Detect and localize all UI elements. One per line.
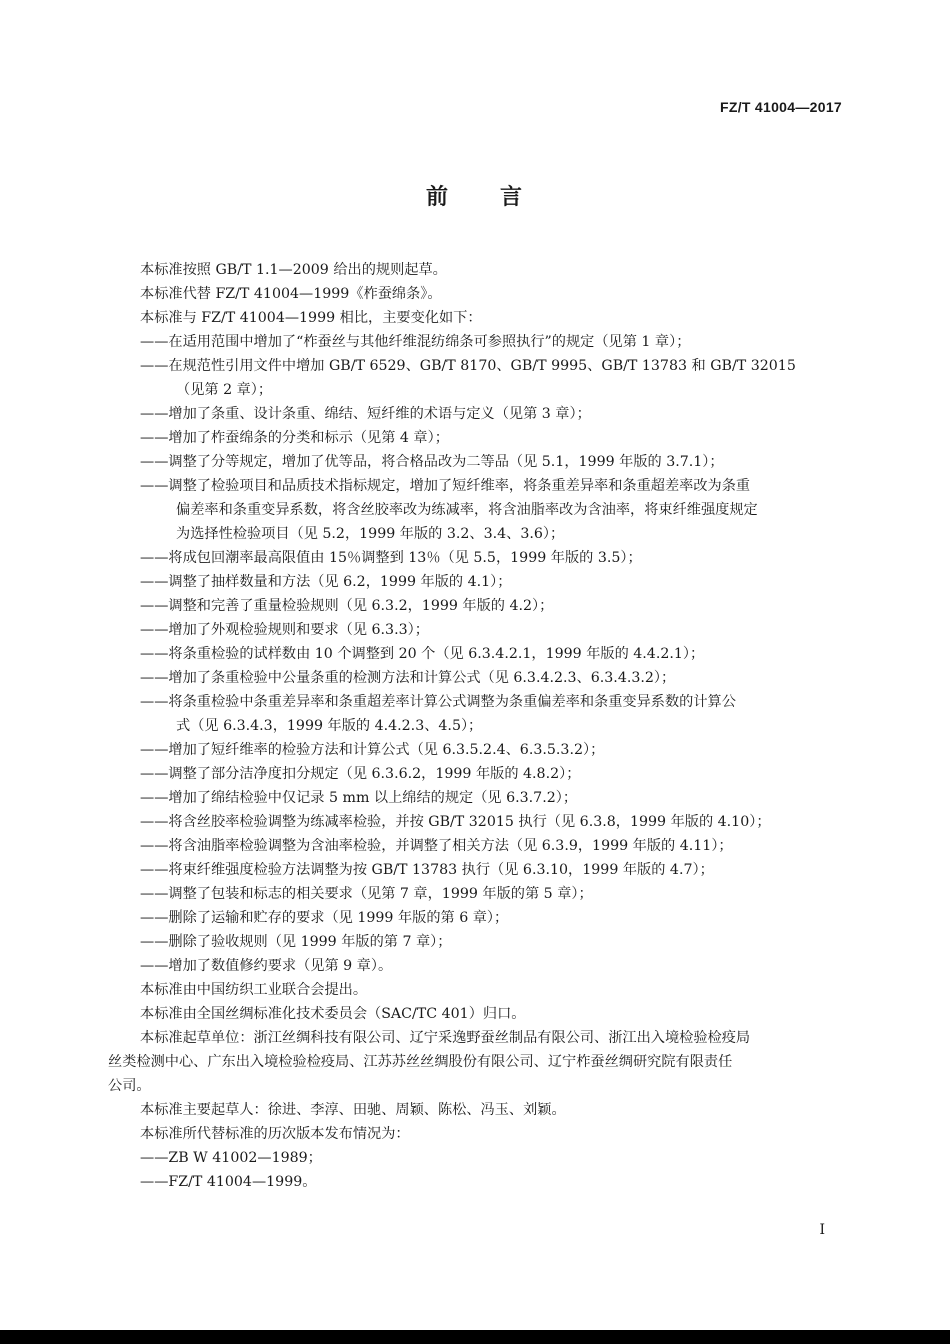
title-char-1: 前 — [425, 185, 450, 210]
paragraph-line: 偏差率和条重变异系数，将含丝胶率改为练减率，将含油脂率改为含油率，将束纤维强度规定 — [176, 502, 758, 518]
paragraph-line: 为选择性检验项目（见 5.2，1999 年版的 3.2、3.4、3.6）； — [176, 526, 565, 542]
standard-code: FZ/T 41004—2017 — [719, 99, 842, 115]
paragraph-line: 本标准所代替标准的历次版本发布情况为： — [140, 1126, 410, 1142]
paragraph-line: 本标准主要起草人：徐进、李淳、田驰、周颖、陈松、冯玉、刘颖。 — [140, 1102, 566, 1118]
page-number: I — [819, 1222, 825, 1238]
change-list-item: ——FZ/T 41004—1999。 — [140, 1174, 317, 1190]
change-list-item: ——增加了绵结检验中仅记录 5 mm 以上绵结的规定（见 6.3.7.2）； — [140, 790, 578, 806]
paragraph-line: 本标准与 FZ/T 41004—1999 相比，主要变化如下： — [140, 310, 482, 326]
change-list-item: ——删除了运输和贮存的要求（见 1999 年版的第 6 章）； — [140, 910, 509, 926]
change-list-item: ——在适用范围中增加了“柞蚕丝与其他纤维混纺绵条可参照执行”的规定（见第 1 章）； — [140, 334, 691, 350]
change-list-item: ——增加了条重检验中公量条重的检测方法和计算公式（见 6.3.4.2.3、6.3.4.3.2）； — [140, 670, 676, 686]
change-list-item: ——增加了柞蚕绵条的分类和标示（见第 4 章）； — [140, 430, 449, 446]
change-list-item: ——增加了条重、设计条重、绵结、短纤维的术语与定义（见第 3 章）； — [140, 406, 591, 422]
change-list-item: ——增加了短纤维率的检验方法和计算公式（见 6.3.5.2.4、6.3.5.3.2）； — [140, 742, 605, 758]
title-char-2: 言 — [500, 185, 525, 210]
paragraph-line: 本标准按照 GB/T 1.1—2009 给出的规则起草。 — [140, 262, 447, 278]
bottom-border — [0, 1330, 950, 1344]
change-list-item: ——调整了检验项目和品质技术指标规定，增加了短纤维率，将条重差异率和条重超差率改为条重 — [140, 478, 751, 494]
change-list-item: ——将束纤维强度检验方法调整为按 GB/T 13783 执行（见 6.3.10，1999 年版的 4.7）； — [140, 862, 714, 878]
change-list-item: ——调整了抽样数量和方法（见 6.2，1999 年版的 4.1）； — [140, 574, 512, 590]
paragraph-line: 丝类检测中心、广东出入境检验检疫局、江苏苏丝丝绸股份有限公司、辽宁柞蚕丝绸研究院有限责任 — [108, 1054, 733, 1070]
page-title — [0, 180, 950, 211]
document-body — [108, 258, 843, 1194]
change-list-item: ——将成包回潮率最高限值由 15％调整到 13％（见 5.5，1999 年版的 3.5）； — [140, 550, 642, 566]
change-list-item: ——调整了部分洁净度扣分规定（见 6.3.6.2，1999 年版的 4.8.2）； — [140, 766, 581, 782]
paragraph-line: （见第 2 章）； — [176, 382, 273, 398]
change-list-item: ——增加了外观检验规则和要求（见 6.3.3）； — [140, 622, 429, 638]
paragraph-line: 式（见 6.3.4.3，1999 年版的 4.4.2.3、4.5）； — [176, 718, 483, 734]
change-list-item: ——将条重检验中条重差异率和条重超差率计算公式调整为条重偏差率和条重变异系数的计算公 — [140, 694, 736, 710]
change-list-item: ——ZB W 41002—1989； — [140, 1150, 322, 1166]
change-list-item: ——在规范性引用文件中增加 GB/T 6529、GB/T 8170、GB/T 9995、GB/T 13783 和 GB/T 32015 — [140, 358, 796, 374]
change-list-item: ——调整和完善了重量检验规则（见 6.3.2，1999 年版的 4.2）； — [140, 598, 554, 614]
paragraph-line: 本标准起草单位：浙江丝绸科技有限公司、辽宁采逸野蚕丝制品有限公司、浙江出入境检验检疫局 — [140, 1030, 751, 1046]
paragraph-line: 本标准由全国丝绸标准化技术委员会（SAC/TC 401）归口。 — [140, 1006, 526, 1022]
paragraph-line: 公司。 — [108, 1078, 151, 1094]
change-list-item: ——将条重检验的试样数由 10 个调整到 20 个（见 6.3.4.2.1，1999 年版的 4.4.2.1）； — [140, 646, 705, 662]
change-list-item: ——将含油脂率检验调整为含油率检验，并调整了相关方法（见 6.3.9，1999 年版的 4.11）； — [140, 838, 733, 854]
change-list-item: ——增加了数值修约要求（见第 9 章）。 — [140, 958, 393, 974]
change-list-item: ——将含丝胶率检验调整为练减率检验，并按 GB/T 32015 执行（见 6.3.8，1999 年版的 4.10）； — [140, 814, 771, 830]
paragraph-line: 本标准代替 FZ/T 41004—1999《柞蚕绵条》。 — [140, 286, 442, 302]
paragraph-line: 本标准由中国纺织工业联合会提出。 — [140, 982, 368, 998]
change-list-item: ——调整了分等规定，增加了优等品，将合格品改为二等品（见 5.1，1999 年版的 3.7.1）； — [140, 454, 724, 470]
change-list-item: ——调整了包装和标志的相关要求（见第 7 章，1999 年版的第 5 章）； — [140, 886, 593, 902]
change-list-item: ——删除了验收规则（见 1999 年版的第 7 章）； — [140, 934, 452, 950]
